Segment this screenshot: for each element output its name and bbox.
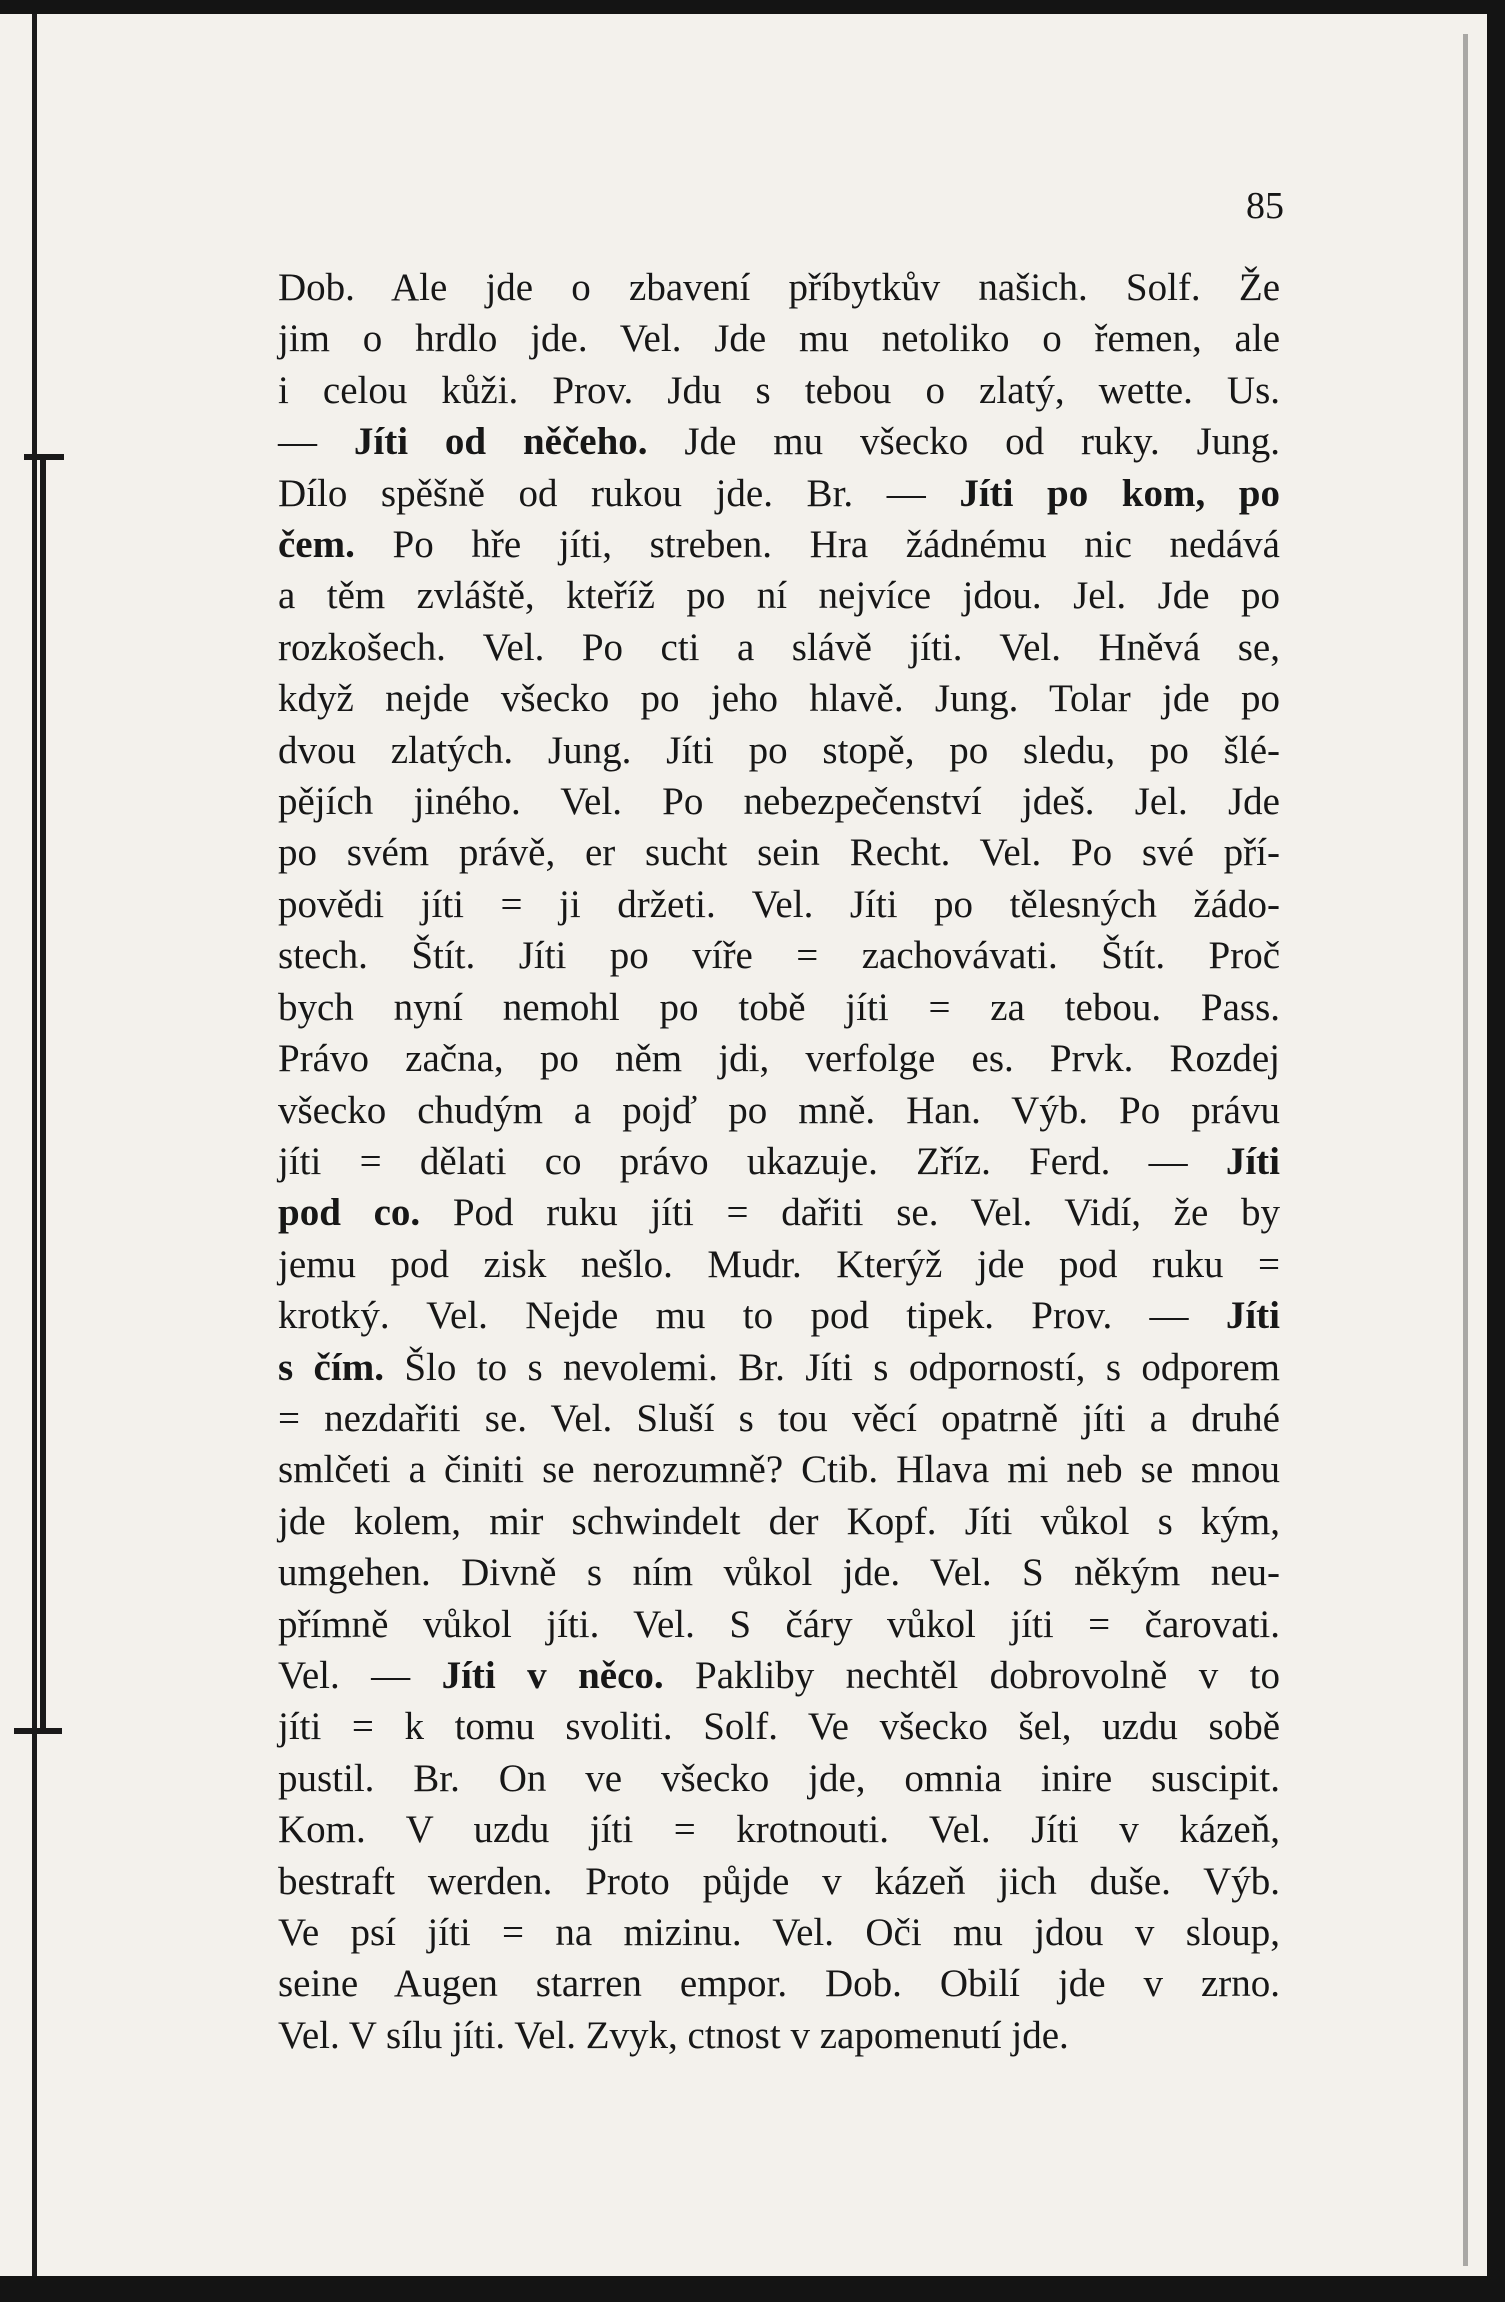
text-run: rozkošech. Vel. Po cti a slávě jíti. Vel. Hněvá se, (278, 625, 1280, 669)
text-run: seine Augen starren empor. Dob. Obilí jde v zrno. (278, 1962, 1280, 2006)
book-page (0, 14, 1487, 2276)
text-line (278, 1701, 1280, 1752)
text-line (278, 1804, 1280, 1855)
text-line (278, 262, 1280, 313)
text-line (278, 416, 1280, 467)
text-run: Právo začna, po něm jdi, verfolge es. Prvk. Rozdej (278, 1037, 1280, 1081)
headword: Jíti (1225, 1139, 1280, 1183)
text-line (278, 1650, 1280, 1701)
body-text (278, 262, 1280, 2061)
text-line (278, 1393, 1280, 1444)
text-line (278, 1136, 1280, 1187)
text-line (278, 725, 1280, 776)
text-run: smlčeti a činiti se nerozumně? Ctib. Hlava mi neb se mnou (278, 1448, 1280, 1492)
text-run: jim o hrdlo jde. Vel. Jde mu netoliko o řemen, ale (278, 317, 1280, 361)
page-edge-rule (32, 14, 37, 2276)
text-line (278, 1239, 1280, 1290)
text-run: povědi jíti = ji držeti. Vel. Jíti po tělesných žádo- (278, 882, 1280, 926)
text-line (278, 622, 1280, 673)
text-run: všecko chudým a pojď po mně. Han. Výb. Po právu (278, 1088, 1280, 1132)
text-run: Pod ruku jíti = dařiti se. Vel. Vidí, že by (420, 1191, 1280, 1235)
text-run: přímně vůkol jíti. Vel. S čáry vůkol jíti = čarovati. (278, 1602, 1280, 1646)
text-run: a těm zvláště, kteříž po ní nejvíce jdou. Jel. Jde po (278, 574, 1280, 618)
text-line (278, 1907, 1280, 1958)
text-run: bych nyní nemohl po tobě jíti = za tebou. Pass. (278, 985, 1280, 1029)
text-line (278, 570, 1280, 621)
text-run: stech. Štít. Jíti po víře = zachovávati. Štít. Proč (278, 934, 1280, 978)
text-run: pějích jiného. Vel. Po nebezpečenství jdeš. Jel. Jde (278, 780, 1280, 824)
text-line (278, 1496, 1280, 1547)
text-line (278, 1342, 1280, 1393)
text-line (278, 1033, 1280, 1084)
text-line (278, 1444, 1280, 1495)
text-line (278, 1187, 1280, 1238)
text-run: jíti = k tomu svoliti. Solf. Ve všecko šel, uzdu sobě (278, 1705, 1280, 1749)
text-line (278, 1958, 1280, 2009)
text-line (278, 776, 1280, 827)
headword: Jíti po kom, po (959, 471, 1280, 515)
text-line (278, 982, 1280, 1033)
binding-bar (40, 454, 46, 1732)
text-run: Šlo to s nevolemi. Br. Jíti s odporností, s odporem (383, 1345, 1281, 1389)
page-number: 85 (1246, 185, 1284, 227)
text-line (278, 1753, 1280, 1804)
text-run: jíti = dělati co právo ukazuje. Zříz. Ferd. — (278, 1139, 1226, 1183)
text-run: Vel. — (278, 1653, 442, 1697)
headword: s čím. (278, 1345, 384, 1389)
text-run: jde kolem, mir schwindelt der Kopf. Jíti vůkol s kým, (278, 1499, 1280, 1543)
text-run: Vel. V sílu jíti. Vel. Zvyk, ctnost v zapomenutí jde. (278, 2013, 1069, 2057)
text-line (278, 468, 1280, 519)
headword: čem. (278, 523, 355, 567)
headword: Jíti od něčeho. (353, 420, 648, 464)
headword: Jíti (1225, 1294, 1280, 1338)
text-run: Ve psí jíti = na mizinu. Vel. Oči mu jdou v sloup, (278, 1911, 1280, 1954)
text-run: Po hře jíti, streben. Hra žádnému nic nedává (354, 523, 1280, 567)
text-line (278, 1856, 1280, 1907)
text-line (278, 1290, 1280, 1341)
text-run: jemu pod zisk nešlo. Mudr. Kterýž jde pod ruku = (278, 1242, 1280, 1286)
text-line (278, 1599, 1280, 1650)
text-run: Dob. Ale jde o zbavení příbytkův našich. Solf. Že (278, 266, 1280, 309)
text-line (278, 2010, 1280, 2061)
text-run: i celou kůži. Prov. Jdu s tebou o zlatý, wette. Us. (278, 368, 1280, 412)
text-run: Dílo spěšně od rukou jde. Br. — (278, 471, 960, 515)
text-run: když nejde všecko po jeho hlavě. Jung. Tolar jde po (278, 677, 1280, 721)
text-run: bestraft werden. Proto půjde v kázeň jich duše. Výb. (278, 1859, 1280, 1903)
text-run: = nezdařiti se. Vel. Sluší s tou věcí opatrně jíti a druhé (278, 1396, 1280, 1440)
text-run: — (278, 420, 354, 464)
text-line (278, 1085, 1280, 1136)
text-line (278, 519, 1280, 570)
text-line (278, 879, 1280, 930)
text-line (278, 365, 1280, 416)
text-run: Jde mu všecko od ruky. Jung. (647, 420, 1280, 464)
text-run: umgehen. Divně s ním vůkol jde. Vel. S někým neu- (278, 1551, 1280, 1595)
text-line (278, 930, 1280, 981)
text-run: krotký. Vel. Nejde mu to pod tipek. Prov. — (278, 1294, 1226, 1338)
binding-mark-bottom (14, 1728, 62, 1734)
text-run: po svém právě, er sucht sein Recht. Vel. Po své pří- (278, 831, 1280, 875)
page-right-edge (1463, 34, 1468, 2266)
headword: pod co. (278, 1191, 421, 1235)
text-line (278, 1547, 1280, 1598)
binding-mark-top (24, 454, 64, 460)
text-line (278, 313, 1280, 364)
text-line (278, 673, 1280, 724)
text-run: Pakliby nechtěl dobrovolně v to (663, 1653, 1280, 1697)
headword: Jíti v něco. (441, 1653, 664, 1697)
text-run: Kom. V uzdu jíti = krotnouti. Vel. Jíti v kázeň, (278, 1808, 1280, 1852)
text-run: pustil. Br. On ve všecko jde, omnia inire suscipit. (278, 1756, 1280, 1800)
text-run: dvou zlatých. Jung. Jíti po stopě, po sledu, po šlé- (278, 728, 1280, 772)
text-line (278, 827, 1280, 878)
